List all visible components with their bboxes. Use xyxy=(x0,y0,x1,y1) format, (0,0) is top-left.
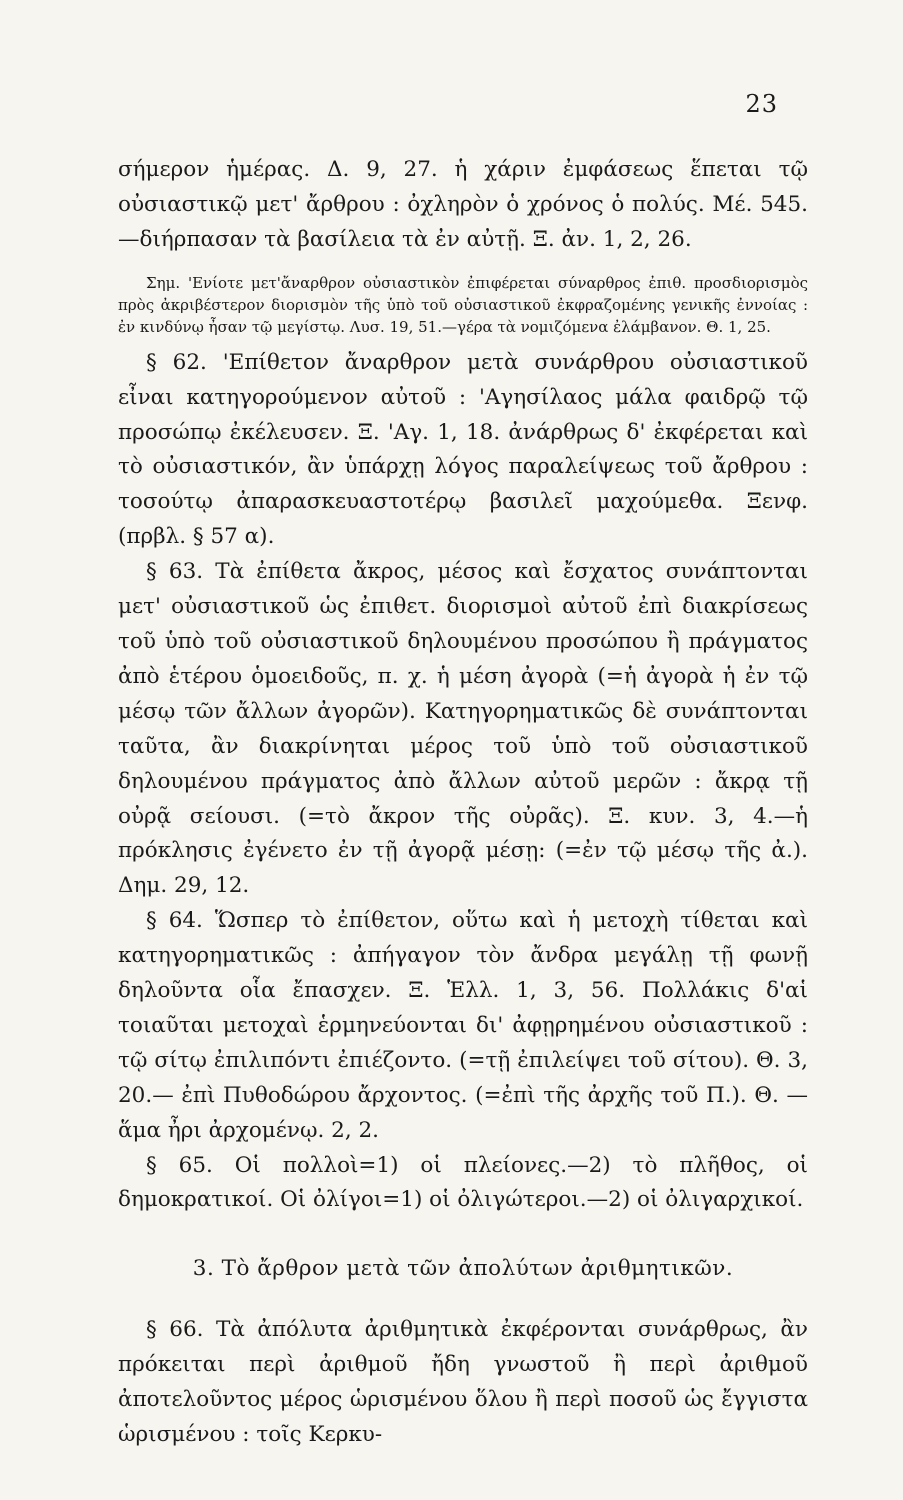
section-63: § 63. Τὰ ἐπίθετα ἄκρος, μέσος καὶ ἔσχατος συνάπτονται μετ' οὐσιαστικοῦ ὡς ἐπιθετ. διορισμοὶ αὐτοῦ ἐπὶ διακρίσεως τοῦ ὑπὸ τοῦ οὐσιαστικοῦ δηλουμένου προσώπου ἢ πράγματος ἀπὸ ἑτέρου ὁμοειδοῦς, π. χ. ἡ μέση ἀγορὰ (=ἡ ἀγορὰ ἡ ἐν τῷ μέσῳ τῶν ἄλλων ἀγορῶν). Κατηγορηματικῶς δὲ συνάπτονται ταῦτα, ἂν διακρίνηται μέρος τοῦ ὑπὸ τοῦ οὐσιαστικοῦ δηλουμένου πράγματος ἀπὸ ἄλλων αὐτοῦ μερῶν : ἄκρᾳ τῇ οὐρᾷ σείουσι. (=τὸ ἄκρον τῆς οὐρᾶς). Ξ. κυν. 3, 4.—ἡ πρόκλησις ἐγένετο ἐν τῇ ἀγορᾷ μέσῃ: (=ἐν τῷ μέσῳ τῆς ἀ.). Δημ. 29, 12. xyxy=(118,559,808,899)
footnote-remark: Σημ. 'Ενίοτε μετ'ἄναρθρον οὐσιαστικὸν ἐπιφέρεται σύναρθρος ἐπιθ. προσδιορισμὸς πρὸς ἀκριβέστερον διορισμὸν τῆς ὑπὸ τοῦ οὐσιαστικοῦ ἐκφραζομένης γενικῆς ἐννοίας : ἐν κινδύνῳ ἦσαν τῷ μεγίστῳ. Λυσ. 19, 51.—γέρα τὰ νομιζόμενα ἐλάμβανον. Θ. 1, 25. xyxy=(118,273,808,336)
subsection-heading: 3. Τὸ ἄρθρον μετὰ τῶν ἀπολύτων ἀριθμητικῶν. xyxy=(192,1256,734,1282)
section-62: § 62. 'Επίθετον ἄναρθρον μετὰ συνάρθρου οὐσιαστικοῦ εἶναι κατηγορούμενον αὐτοῦ : 'Αγησίλαος μάλα φαιδρῷ τῷ προσώπῳ ἐκέλευσεν. Ξ. 'Αγ. 1, 18. ἀνάρθρως δ' ἐκφέρεται καὶ τὸ οὐσιαστικόν, ἂν ὑπάρχῃ λόγος παραλείψεως τοῦ ἄρθρου : τοσούτῳ ἀπαρασκευαστοτέρῳ βασιλεῖ μαχούμεθα. Ξενφ. (πρβλ. § 57 α). xyxy=(118,349,808,550)
section-66: § 66. Τὰ ἀπόλυτα ἀριθμητικὰ ἐκφέρονται συνάρθρως, ἂν πρόκειται περὶ ἀριθμοῦ ἤδη γνωστοῦ ἢ περὶ ἀριθμοῦ ἀποτελοῦντος μέρος ὡρισμένου ὅλου ἢ περὶ ποσοῦ ὡς ἔγγιστα ὡρισμένου : τοῖς Κερκυ- xyxy=(118,1317,808,1447)
page-number: 23 xyxy=(745,90,778,118)
section-65: § 65. Οἱ πολλοὶ=1) οἱ πλείονες.—2) τὸ πλῆθος, οἱ δημοκρατικοί. Οἱ ὀλίγοι=1) οἱ ὀλιγώτεροι.—2) οἱ ὀλιγαρχικοί. xyxy=(118,1152,808,1213)
page-body xyxy=(118,153,808,1453)
paragraph-continuation: σήμερον ἡμέρας. Δ. 9, 27. ἡ χάριν ἐμφάσεως ἕπεται τῷ οὐσιαστικῷ μετ' ἄρθρου : ὀχληρὸν ὁ χρόνος ὁ πολύς. Μέ. 545.—διήρπασαν τὰ βασίλεια τὰ ἐν αὐτῇ. Ξ. ἀν. 1, 2, 26. xyxy=(118,157,808,252)
section-64: § 64. Ὥσπερ τὸ ἐπίθετον, οὕτω καὶ ἡ μετοχὴ τίθεται καὶ κατηγορηματικῶς : ἀπήγαγον τὸν ἄνδρα μεγάλῃ τῇ φωνῇ δηλοῦντα οἷα ἔπασχεν. Ξ. Ἑλλ. 1, 3, 56. Πολλάκις δ'αἱ τοιαῦται μετοχαὶ ἑρμηνεύονται δι' ἀφῃρημένου οὐσιαστικοῦ : τῷ σίτῳ ἐπιλιπόντι ἐπιέζοντο. (=τῇ ἐπιλείψει τοῦ σίτου). Θ. 3, 20.— ἐπὶ Πυθοδώρου ἄρχοντος. (=ἐπὶ τῆς ἀρχῆς τοῦ Π.). Θ. — ἅμα ἦρι ἀρχομένῳ. 2, 2. xyxy=(118,908,808,1143)
